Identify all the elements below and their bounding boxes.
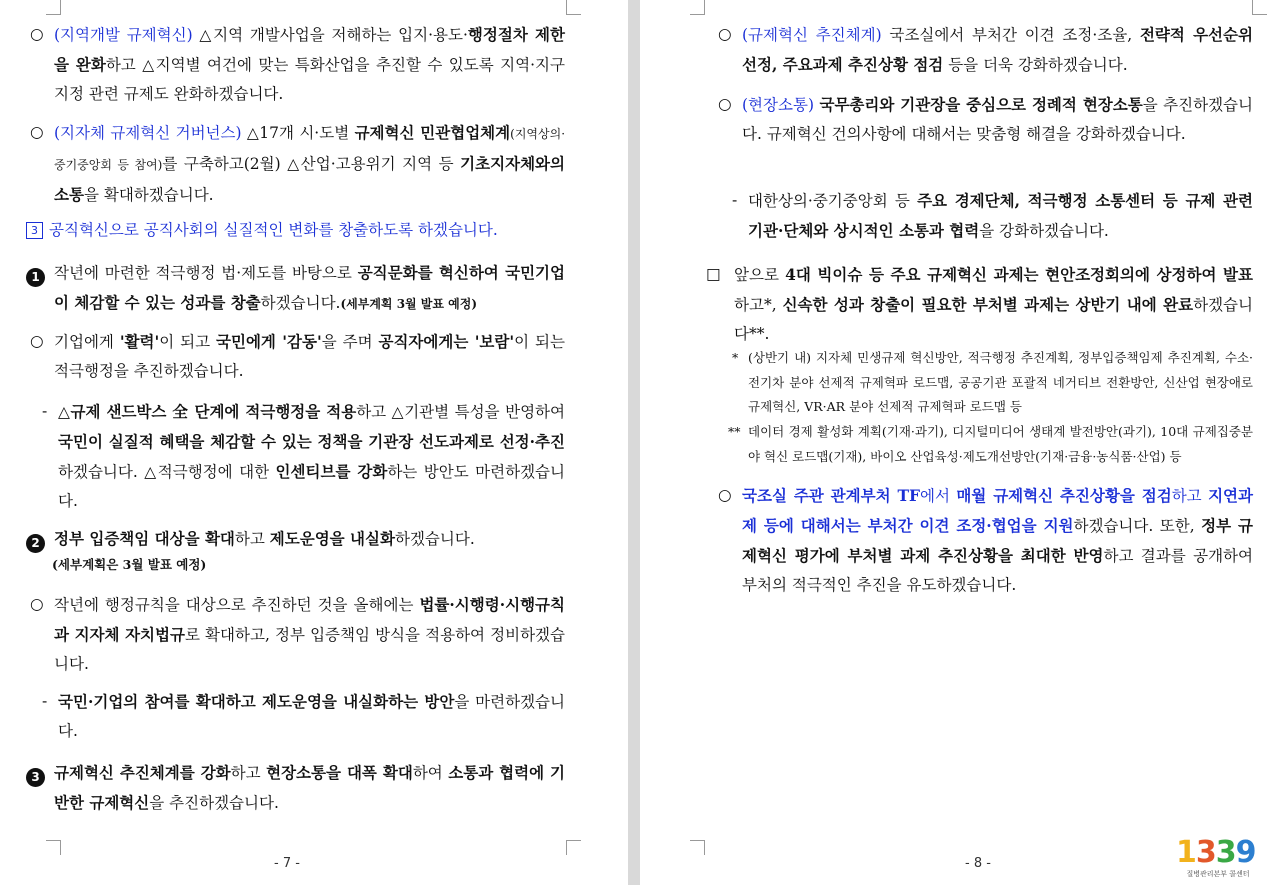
section-number-box: 3	[26, 222, 43, 239]
page-number: - 7 -	[274, 856, 300, 871]
dash-item-participation: - 국민·기업의 참여를 확대하고 제도운영을 내실화하는 방안을 마련하겠습니다.	[42, 692, 565, 740]
crop-mark	[566, 840, 581, 855]
item-2-note: (세부계획은 3월 발표 예정)	[52, 557, 207, 572]
section-heading-3: 3 공직혁신으로 공직사회의 실질적인 변화를 창출하도록 하겠습니다.	[26, 216, 571, 245]
footnote-1: * (상반기 내) 지자체 민생규제 혁신방안, 적극행정 추진계획, 정부입증책임제 추진계획, 수소·전기차 분야 선제적 규제혁파 로드맵, 공공기관 포괄적 네거티브 전환방안, 신산업 현장애로 규제혁신, VR·AR 분야 선제적 규제혁파 로드맵 등	[732, 350, 1253, 414]
footnote-2: ** 데이터 경제 활성화 계획(기재·과기), 디지털미디어 생태계 발전방안(과기), 10대 규제집중분야 혁신 로드맵(기재), 바이오 산업육성·제도개선방안(기재·금융·농식품·산업) 등	[728, 424, 1253, 464]
paragraph-active-admin: ○ 기업에게 '활력'이 되고 국민에게 '감동'을 주며 공직자에게는 '보람'이 되는 적극행정을 추진하겠습니다.	[30, 332, 565, 380]
page-number: - 8 -	[965, 856, 991, 871]
dash-item-sandbox: - △규제 샌드박스 全 단계에 적극행정을 적용하고 △기관별 특성을 반영하여 국민이 실질적 혜택을 체감할 수 있는 정책을 기관장 선도과제로 선정·추진하겠습니다. △적극행정에 대한 인센티브를 강화하는 방안도 마련하겠습니다.	[42, 402, 566, 510]
item-3: 3 규제혁신 추진체계를 강화하고 현장소통을 대폭 확대하여 소통과 협력에 기반한 규제혁신을 추진하겠습니다.	[26, 758, 565, 818]
page-8	[640, 0, 1280, 885]
paragraph-burden-of-proof: ○ 작년에 행정규칙을 대상으로 추진하던 것을 올해에는 법률·시행령·시행규칙과 지자체 자치법규로 확대하고, 정부 입증책임 방식을 적용하여 정비하겠습니다.	[30, 595, 565, 673]
paragraph-tf-monitoring: ○ 국조실 주관 관계부처 TF에서 매월 규제혁신 추진상황을 점검하고 지연과제 등에 대해서는 부처간 이견 조정·협업을 지원하겠습니다. 또한, 정부 규제혁신 평가에 부처별 과제 추진상황을 최대한 반영하고 결과를 공개하여 부처의 적극적인 추진을 유도하겠습니다.	[718, 486, 1253, 594]
page-gutter	[628, 0, 640, 885]
item-2: 2 정부 입증책임 대상을 확대하고 제도운영을 내실화하겠습니다.	[26, 524, 565, 554]
crop-mark	[1252, 0, 1267, 15]
page-7	[0, 0, 628, 885]
crop-mark	[690, 0, 705, 15]
dash-item-economic-groups: - 대한상의·중기중앙회 등 주요 경제단체, 적극행정 소통센터 등 규제 관련 기관·단체와 상시적인 소통과 협력을 강화하겠습니다.	[732, 191, 1254, 240]
logo-number: 1339	[1176, 835, 1256, 870]
number-badge: 3	[26, 768, 45, 787]
crop-mark	[690, 840, 705, 855]
crop-mark	[566, 0, 581, 15]
crop-mark	[46, 840, 61, 855]
number-badge: 1	[26, 268, 45, 287]
paragraph-local-governance: ○ (지자체 규제혁신 거버넌스) △17개 시·도별 규제혁신 민관협업체계(지역상의·중기중앙회 등 참여)를 구축하고(2월) △산업·고용위기 지역 등 기초지자체와의 소통을 확대하겠습니다.	[30, 123, 566, 204]
box-item-big-issues: □ 앞으로 4대 빅이슈 등 주요 규제혁신 과제는 현안조정회의에 상정하여 발표하고*, 신속한 성과 창출이 필요한 부처별 과제는 상반기 내에 완료하겠습니다**.	[706, 265, 1253, 343]
kcdc-1339-logo	[1176, 836, 1260, 882]
crop-mark	[46, 0, 61, 15]
item-1: 1 작년에 마련한 적극행정 법·제도를 바탕으로 공직문화를 혁신하여 국민기업이 체감할 수 있는 성과를 창출하겠습니다.(세부계획 3월 발표 예정)	[26, 258, 565, 319]
paragraph-promotion-system: ○ (규제혁신 추진체계) 국조실에서 부처간 이견 조정·조율, 전략적 우선순위 선정, 주요과제 추진상황 점검 등을 더욱 강화하겠습니다.	[718, 25, 1253, 74]
number-badge: 2	[26, 534, 45, 553]
paragraph-regional-development: ○ (지역개발 규제혁신) △지역 개발사업을 저해하는 입지·용도·행정절차 제한을 완화하고 △지역별 여건에 맞는 특화산업을 추진할 수 있도록 지역·지구 지정 관련 규제도 완화하겠습니다.	[30, 25, 565, 103]
logo-caption: 질병관리본부 콜센터	[1186, 870, 1250, 878]
paragraph-field-communication: ○ (현장소통) 국무총리와 기관장을 중심으로 정례적 현장소통을 추진하겠습니다. 규제혁신 건의사항에 대해서는 맞춤형 해결을 강화하겠습니다.	[718, 95, 1254, 143]
